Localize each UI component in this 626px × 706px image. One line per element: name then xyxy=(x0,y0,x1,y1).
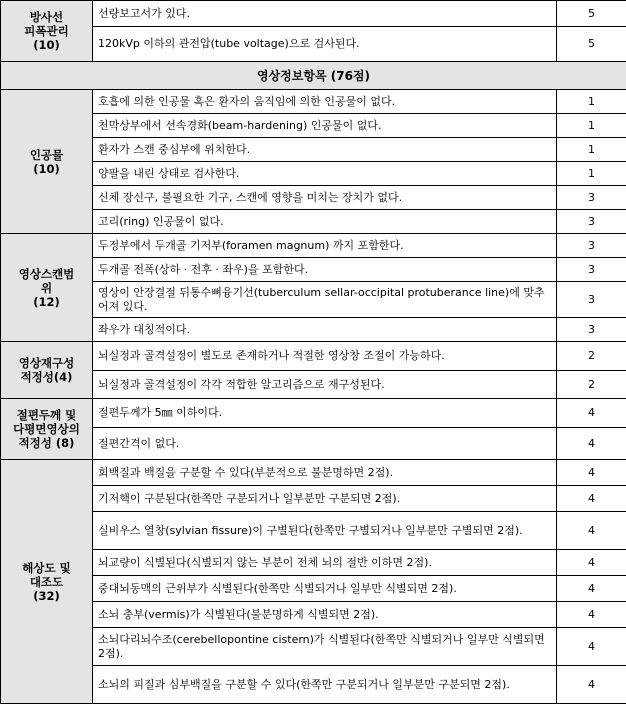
score: 1 xyxy=(557,162,626,186)
criterion: 실비우스 열창(sylvian fissure)이 구별된다(한쪽만 구별되거나 일부분만 구별되면 2점). xyxy=(93,512,557,550)
table-row xyxy=(1,318,626,342)
category-resolution-contrast: 해상도 및 대조도 (32) xyxy=(1,460,93,704)
criterion: 두개골 전폭(상하 · 전후 · 좌우)을 포함한다. xyxy=(93,258,557,282)
criterion: 뇌실정과 골격설정이 각각 적합한 알고리즘으로 재구성된다. xyxy=(93,371,557,399)
score: 4 xyxy=(557,512,626,550)
score: 5 xyxy=(557,1,626,27)
criterion: 절편간격이 없다. xyxy=(93,428,557,460)
criterion: 120kVp 이하의 관전압(tube voltage)으로 검사된다. xyxy=(93,27,557,62)
criterion: 기저핵이 구분된다(한쪽만 구분되거나 일부분만 구분되면 2점). xyxy=(93,486,557,512)
category-slice-thickness: 절편두께 및 다평면영상의 적정성 (8) xyxy=(1,399,93,460)
score: 3 xyxy=(557,210,626,234)
criterion: 소뇌다리뇌수조(cerebellopontine cistern)가 식별된다(한쪽만 식별되거나 일부만 식별되면 2점). xyxy=(93,628,557,666)
table-row xyxy=(1,234,626,258)
table-row xyxy=(1,114,626,138)
criterion: 회백질과 백질을 구분할 수 있다(부분적으로 불분명하면 2점). xyxy=(93,460,557,486)
score: 1 xyxy=(557,138,626,162)
criterion: 선량보고서가 있다. xyxy=(93,1,557,27)
criterion: 천막상부에서 선속경화(beam-hardening) 인공물이 없다. xyxy=(93,114,557,138)
criterion: 뇌실정과 골격설정이 별도로 존재하거나 적절한 영상창 조절이 가능하다. xyxy=(93,342,557,371)
score: 4 xyxy=(557,486,626,512)
table-row xyxy=(1,576,626,602)
criterion: 중대뇌동맥의 근위부가 식별된다(한쪽만 식별되거나 일부만 식별되면 2점). xyxy=(93,576,557,602)
table-row xyxy=(1,399,626,428)
score: 4 xyxy=(557,666,626,704)
table-row xyxy=(1,602,626,628)
score: 1 xyxy=(557,114,626,138)
category-reconstruction: 영상재구성 적정성(4) xyxy=(1,342,93,399)
score: 3 xyxy=(557,282,626,318)
score: 4 xyxy=(557,460,626,486)
table-row xyxy=(1,258,626,282)
criterion: 소뇌의 피질과 심부백질을 구분할 수 있다(한쪽만 구분되거나 일부분만 구분되면 2점). xyxy=(93,666,557,704)
table-row xyxy=(1,27,626,62)
category-radiation: 방사선 피폭관리 (10) xyxy=(1,1,93,62)
category-artifact: 인공물 (10) xyxy=(1,90,93,234)
criterion: 소뇌 충부(vermis)가 식별된다(불분명하게 식별되면 2점). xyxy=(93,602,557,628)
score: 3 xyxy=(557,234,626,258)
table-row xyxy=(1,460,626,486)
table-row xyxy=(1,512,626,550)
table-row xyxy=(1,550,626,576)
criterion: 두정부에서 두개골 기저부(foramen magnum) 까지 포함한다. xyxy=(93,234,557,258)
score: 4 xyxy=(557,576,626,602)
criterion: 양팔을 내린 상태로 검사한다. xyxy=(93,162,557,186)
score: 4 xyxy=(557,428,626,460)
table-row xyxy=(1,186,626,210)
section-header-row xyxy=(1,62,626,90)
score: 4 xyxy=(557,628,626,666)
table-row xyxy=(1,342,626,371)
table-row xyxy=(1,90,626,114)
score: 1 xyxy=(557,90,626,114)
table-row xyxy=(1,1,626,27)
score: 2 xyxy=(557,342,626,371)
criterion: 호흡에 의한 인공물 혹은 환자의 움직임에 의한 인공물이 없다. xyxy=(93,90,557,114)
score: 3 xyxy=(557,318,626,342)
category-scan-range: 영상스캔범 위 (12) xyxy=(1,234,93,342)
table-row xyxy=(1,666,626,704)
score: 4 xyxy=(557,399,626,428)
criterion: 고리(ring) 인공물이 없다. xyxy=(93,210,557,234)
table-row xyxy=(1,138,626,162)
score: 4 xyxy=(557,602,626,628)
section-header: 영상정보항목 (76점) xyxy=(1,62,626,90)
criterion: 뇌교량이 식별된다(식별되지 않는 부분이 전체 뇌의 절반 이하면 2점). xyxy=(93,550,557,576)
score: 3 xyxy=(557,186,626,210)
table-row xyxy=(1,428,626,460)
table-row xyxy=(1,210,626,234)
table-row xyxy=(1,282,626,318)
table-row xyxy=(1,628,626,666)
score: 4 xyxy=(557,550,626,576)
score: 5 xyxy=(557,27,626,62)
criterion: 절편두께가 5㎜ 이하이다. xyxy=(93,399,557,428)
criterion: 신체 장신구, 불필요한 기구, 스캔에 영향을 미치는 장치가 없다. xyxy=(93,186,557,210)
table-row xyxy=(1,486,626,512)
criterion: 영상이 안장결절 뒤통수뼈융기선(tuberculum sellar-occipital protuberance line)에 맞추어져 있다. xyxy=(93,282,557,318)
score: 2 xyxy=(557,371,626,399)
criterion: 환자가 스캔 중심부에 위치한다. xyxy=(93,138,557,162)
criterion: 좌우가 대칭적이다. xyxy=(93,318,557,342)
table-row xyxy=(1,162,626,186)
score: 3 xyxy=(557,258,626,282)
table-row xyxy=(1,371,626,399)
